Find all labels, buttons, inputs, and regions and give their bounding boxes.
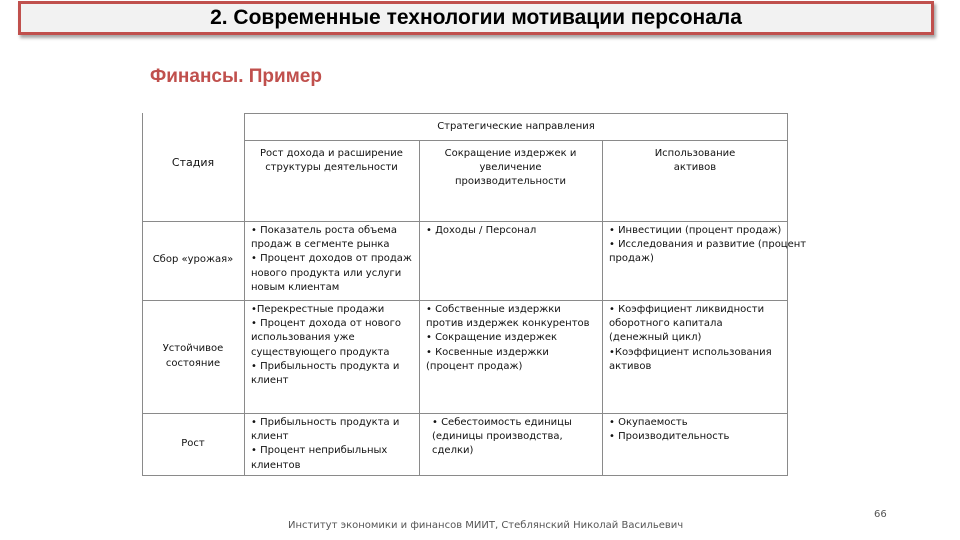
stage-growth: Рост [181, 437, 205, 449]
cell-line: • Себестоимость единицы [432, 417, 572, 428]
cell-sustain-revenue [244, 300, 419, 413]
cell-line: • Прибыльность продукта и [251, 417, 400, 428]
cell-line: • Коэффициент ликвидности [609, 304, 765, 315]
cell-sustain-assets [602, 300, 788, 413]
cell-line: • Процент доходов от продаж [251, 253, 412, 265]
title-bar [18, 1, 934, 35]
cell-line: клиент [251, 431, 289, 443]
slide-subtitle: Финансы. Пример [150, 66, 322, 87]
cell-line: • Сокращение издержек [426, 332, 558, 344]
cell-line: продаж) [609, 253, 654, 265]
page-number: 66 [874, 509, 887, 520]
cell-line: сделки) [432, 445, 474, 457]
cell-line: • Доходы / Персонал [426, 225, 537, 236]
cell-line: •Перекрестные продажи [251, 304, 385, 315]
cell-line: нового продукта или услуги [251, 267, 402, 279]
slide-title: 2. Современные технологии мотивации персонала [210, 6, 742, 29]
stage-harvest: Сбор «урожая» [152, 254, 234, 266]
footer-credit: Институт экономики и финансов МИИТ, Стеблянский Николай Васильевич [288, 520, 684, 531]
strategic-directions-header: Стратегические направления [437, 121, 595, 132]
cell-line: существующего продукта [251, 346, 390, 358]
cell-line: • Косвенные издержки [426, 346, 549, 358]
cell-line: продаж в сегменте рынка [251, 239, 390, 251]
cell-sustain-cost [419, 300, 602, 413]
cell-line: клиентов [251, 459, 301, 471]
column-header-cost-reduction: Сокращение издержек и увеличение производительности [444, 148, 577, 188]
strategy-table [142, 113, 807, 476]
cell-harvest-assets [602, 221, 807, 300]
cell-line: • Инвестиции (процент продаж) [609, 225, 782, 236]
cell-line: • Процент дохода от нового [251, 318, 402, 330]
cell-line: •Коэффициент использования [609, 346, 772, 358]
cell-line: (процент продаж) [426, 360, 523, 372]
cell-harvest-cost [419, 221, 602, 300]
cell-growth-cost [419, 413, 602, 475]
cell-line: • Исследования и развитие (процент [609, 239, 807, 251]
cell-line: использования уже [251, 332, 355, 344]
cell-line: активов [609, 360, 652, 372]
cell-line: против издержек конкурентов [426, 318, 590, 330]
cell-line: клиент [251, 375, 289, 387]
column-header-asset-utilization: Использование активов [654, 148, 736, 174]
cell-harvest-revenue [244, 221, 419, 300]
column-header-revenue-growth: Рост дохода и расширение структуры деятельности [260, 148, 403, 174]
cell-line: • Процент неприбыльных [251, 445, 388, 457]
stage-sustain: Устойчивое состояние [162, 343, 224, 369]
cell-line: • Прибыльность продукта и [251, 360, 400, 372]
cell-line: новым клиентам [251, 281, 340, 293]
cell-line: (единицы производства, [432, 431, 563, 443]
cell-growth-assets [602, 413, 788, 475]
cell-line: (денежный цикл) [609, 332, 702, 344]
stage-header: Стадия [171, 156, 215, 169]
cell-line: • Собственные издержки [426, 304, 561, 315]
cell-line: оборотного капитала [609, 318, 723, 330]
cell-line: • Показатель роста объема [251, 225, 398, 236]
cell-growth-revenue [244, 413, 419, 475]
cell-line: • Окупаемость [609, 417, 688, 428]
cell-line: • Производительность [609, 431, 730, 443]
